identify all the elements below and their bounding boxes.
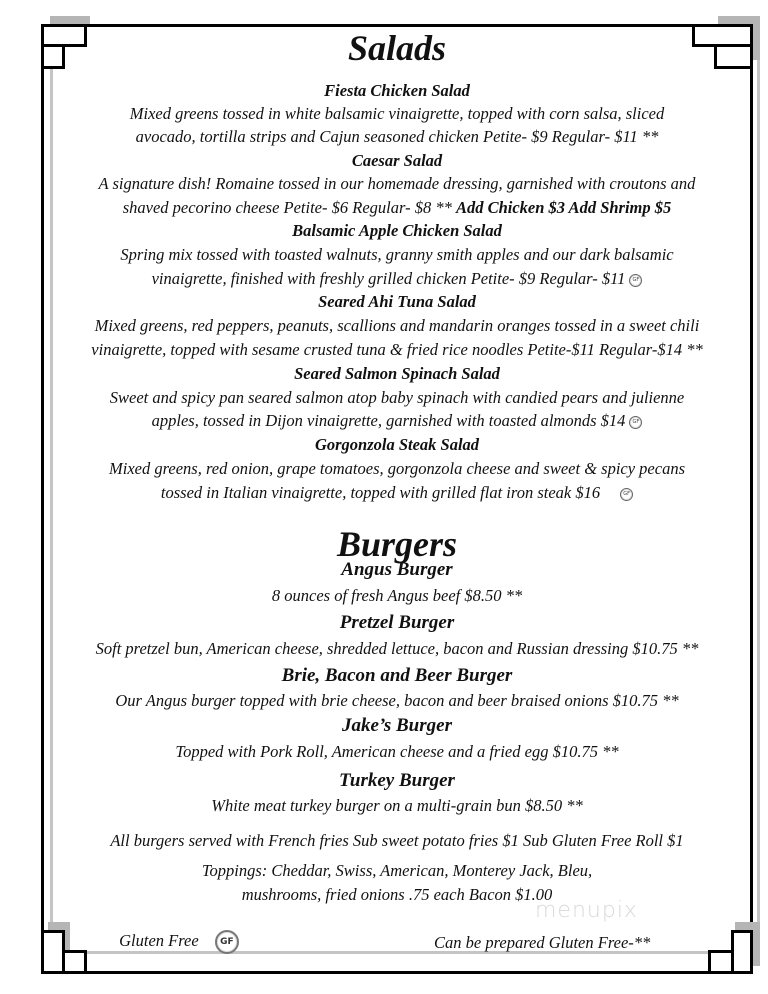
item-name: Brie, Bacon and Beer Burger <box>281 665 513 686</box>
item-name: Gorgonzola Steak Salad <box>314 435 480 454</box>
item-name: Jake’s Burger <box>342 715 452 736</box>
item-description-line <box>44 268 750 290</box>
gluten-free-icon: GF <box>629 416 642 429</box>
item-price: vinaigrette, finished with freshly grilled chicken Petite- $9 Regular- $11 <box>151 269 626 288</box>
section-title-burgers: Burgers <box>336 524 458 564</box>
gluten-free-icon: GF <box>215 930 239 954</box>
item-name: Seared Salmon Spinach Salad <box>294 364 500 383</box>
item-description: 8 ounces of fresh Angus beef $8.50 ** <box>271 586 523 605</box>
item-price: tossed in Italian vinaigrette, topped with grilled flat iron steak $16 <box>160 483 601 502</box>
item-name: Fiesta Chicken Salad <box>324 81 470 100</box>
item-description-line <box>44 482 750 504</box>
item-addons: Add Chicken $3 Add Shrimp $5 <box>455 198 672 217</box>
toppings-line: mushrooms, fried onions .75 each Bacon $1.00 <box>241 885 553 904</box>
corner-ornament-bottom-right <box>731 930 753 974</box>
item-name: Caesar Salad <box>351 151 443 170</box>
item-name: Angus Burger <box>341 559 453 580</box>
item-description: Sweet and spicy pan seared salmon atop baby spinach with candied pears and julienne <box>109 388 685 407</box>
section-title-salads: Salads <box>347 28 447 68</box>
item-description-line <box>44 410 750 432</box>
legend-gluten-free-label: Gluten Free <box>119 931 199 950</box>
item-description: avocado, tortilla strips and Cajun seasoned chicken Petite- $9 Regular- $11 ** <box>135 127 659 146</box>
item-description: Mixed greens, red peppers, peanuts, scallions and mandarin oranges tossed in a sweet chili <box>94 316 700 335</box>
corner-shade <box>50 16 90 24</box>
item-name: Seared Ahi Tuna Salad <box>318 292 476 311</box>
item-description: A signature dish! Romaine tossed in our homemade dressing, garnished with croutons and <box>98 174 696 193</box>
item-name: Turkey Burger <box>339 770 455 791</box>
item-name: Balsamic Apple Chicken Salad <box>292 221 502 240</box>
legend-prepared-gluten-free: Can be prepared Gluten Free-** <box>434 933 651 952</box>
item-description: Mixed greens tossed in white balsamic vinaigrette, topped with corn salsa, sliced <box>129 104 665 123</box>
watermark-logo: menupix <box>535 898 638 923</box>
item-description: Topped with Pork Roll, American cheese and a fried egg $10.75 ** <box>175 742 619 761</box>
toppings-line: Toppings: Cheddar, Swiss, American, Monterey Jack, Bleu, <box>201 861 593 880</box>
item-description: Soft pretzel bun, American cheese, shredded lettuce, bacon and Russian dressing $10.75 ** <box>95 639 699 658</box>
gluten-free-icon: GF <box>620 488 633 501</box>
item-description-line <box>44 197 750 219</box>
item-description: vinaigrette, topped with sesame crusted tuna & fried rice noodles Petite-$11 Regular-$14 ** <box>91 340 703 359</box>
item-description: White meat turkey burger on a multi-grain bun $8.50 ** <box>211 796 583 815</box>
item-description: Mixed greens, red onion, grape tomatoes, gorgonzola cheese and sweet & spicy pecans <box>108 459 685 478</box>
item-price: shaved pecorino cheese Petite- $6 Regular- $8 ** <box>122 198 452 217</box>
item-description: Spring mix tossed with toasted walnuts, granny smith apples and our dark balsamic <box>120 245 674 264</box>
gluten-free-icon: GF <box>629 274 642 287</box>
item-description: Our Angus burger topped with brie cheese, bacon and beer braised onions $10.75 ** <box>115 691 679 710</box>
item-price: apples, tossed in Dijon vinaigrette, garnished with toasted almonds $14 <box>151 411 626 430</box>
legend-gluten-free <box>0 930 379 954</box>
burger-sides-note: All burgers served with French fries Sub sweet potato fries $1 Sub Gluten Free Roll $1 <box>110 831 684 850</box>
item-name: Pretzel Burger <box>339 612 455 633</box>
